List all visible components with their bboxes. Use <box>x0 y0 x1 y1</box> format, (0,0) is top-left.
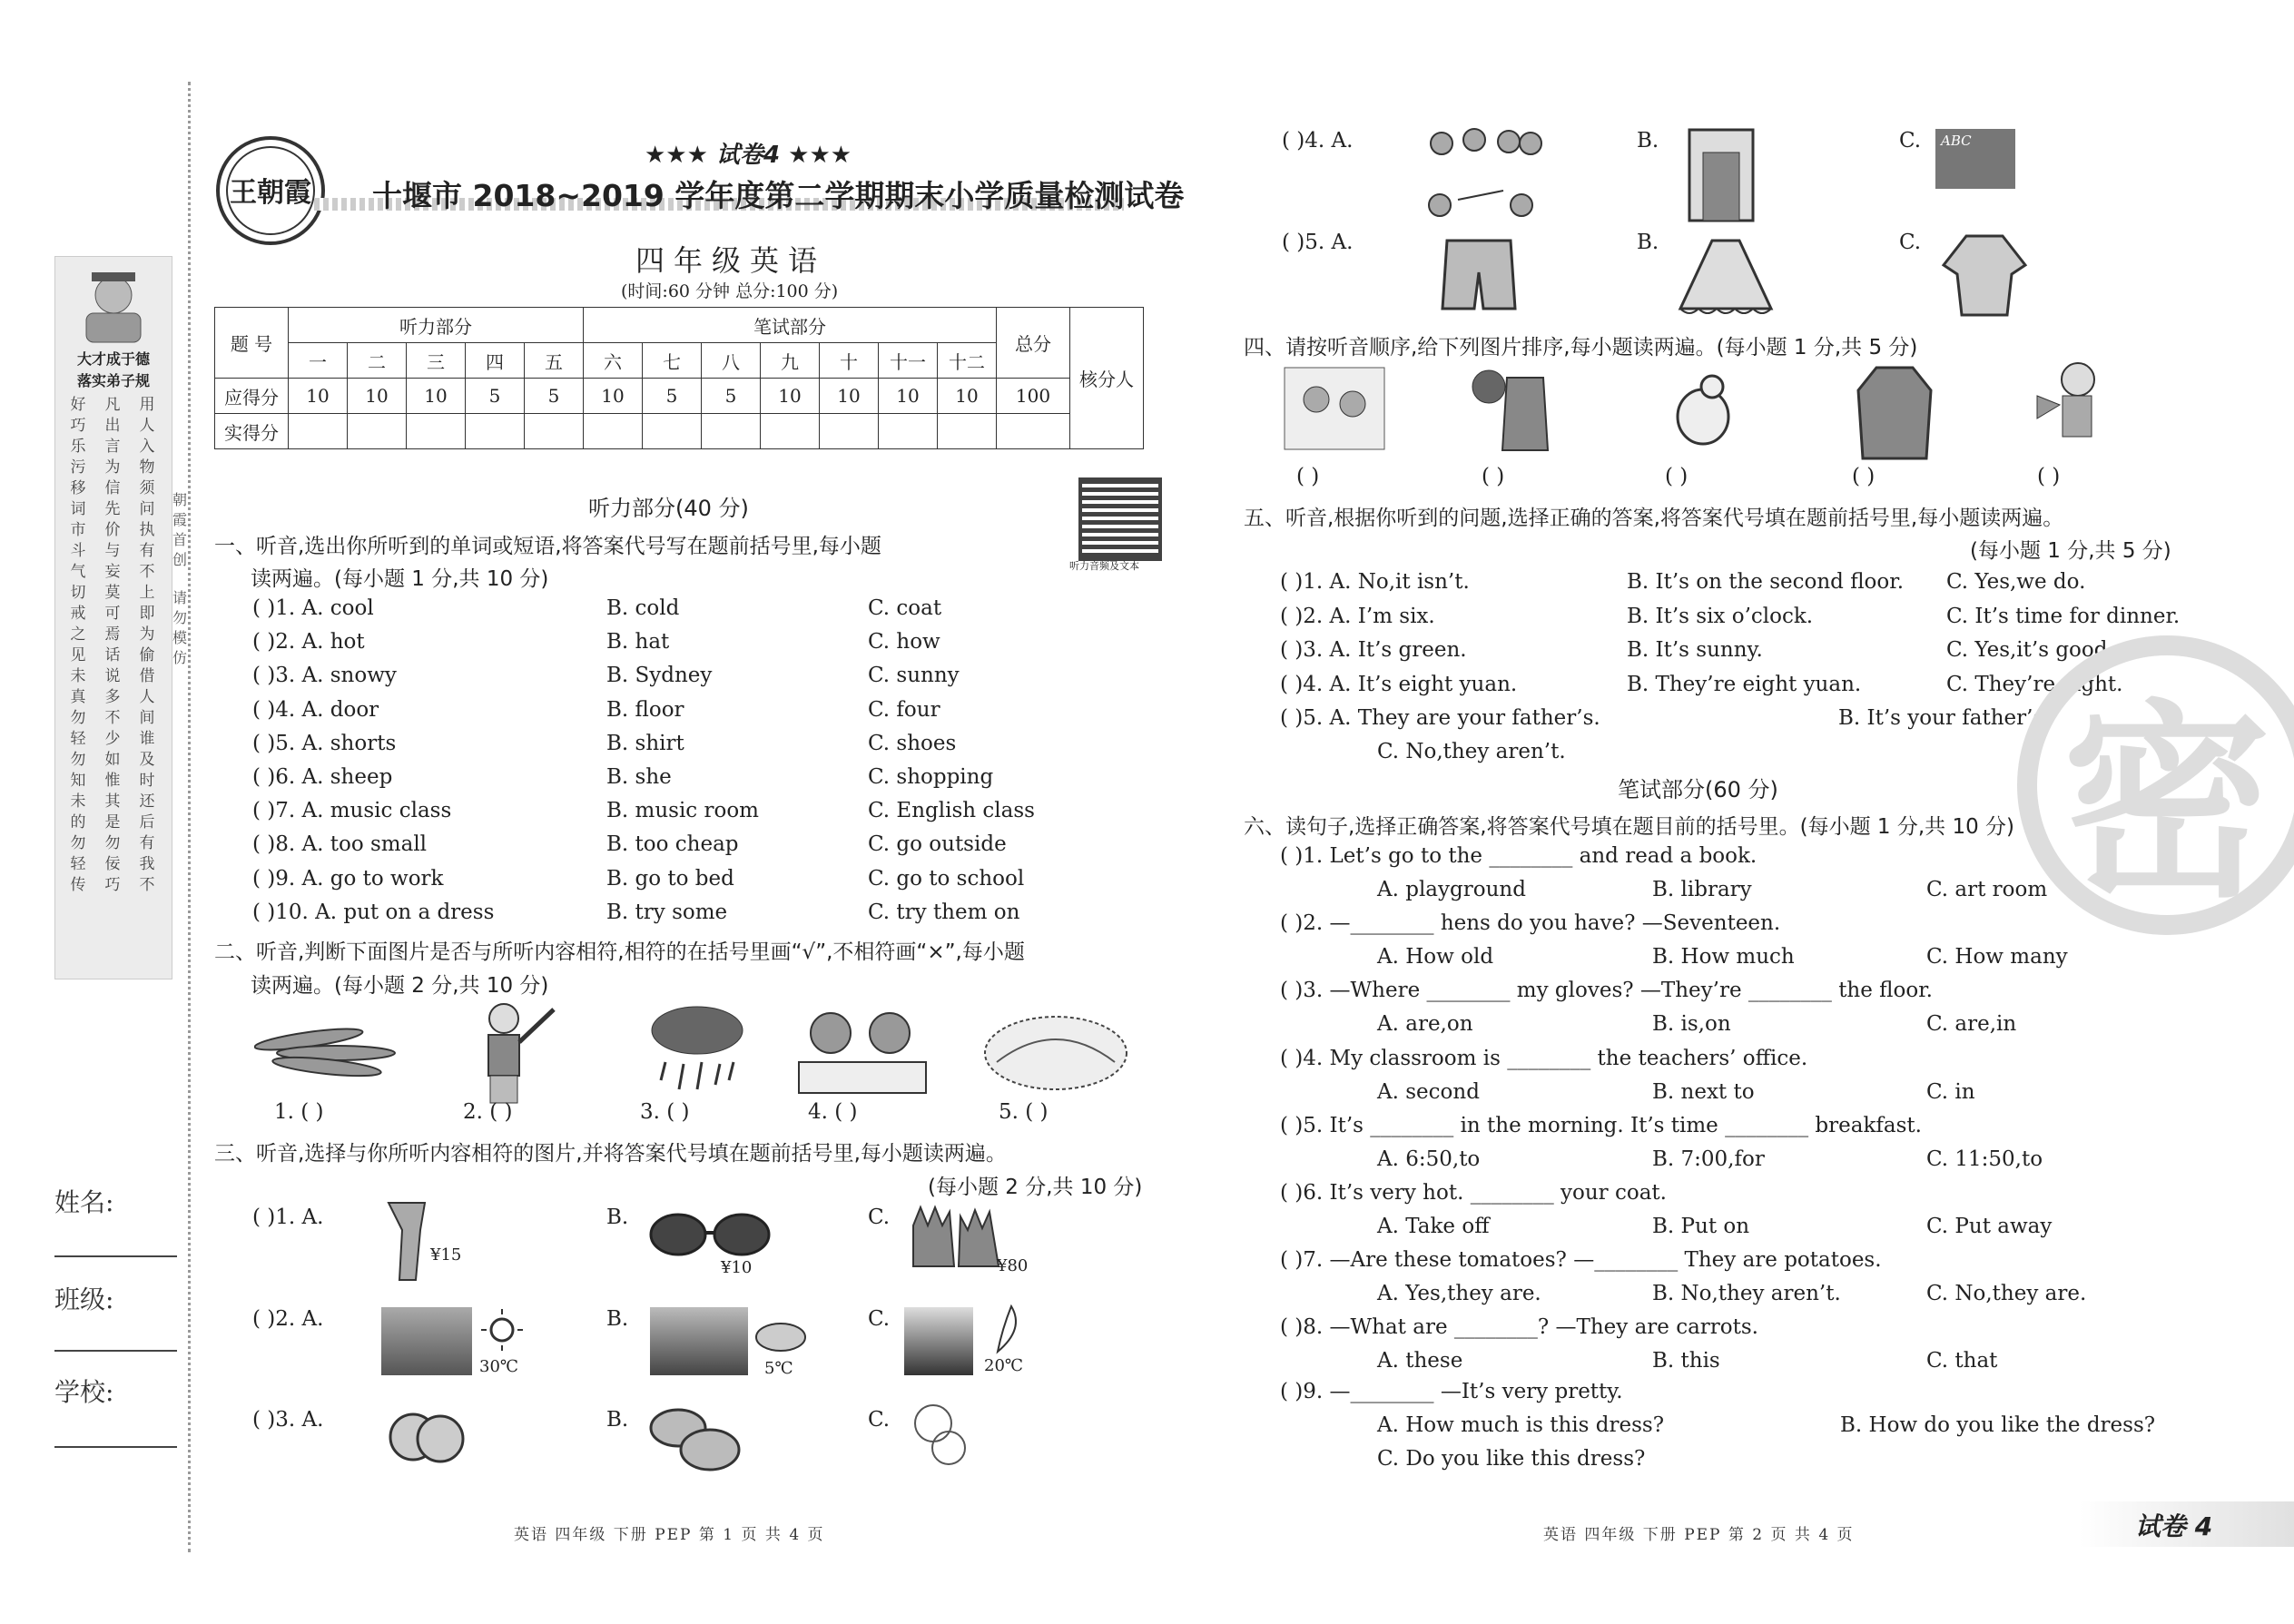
score-table <box>214 307 1144 449</box>
option-a[interactable]: A. How old <box>1377 945 1494 969</box>
row-label: 实得分 <box>215 414 289 449</box>
score-input[interactable] <box>584 414 643 449</box>
points-cell: 5 <box>702 379 761 414</box>
qr-caption: 听力音频及文本 <box>1069 560 1139 572</box>
option-b[interactable]: B. too cheap <box>606 832 739 857</box>
option-b[interactable]: B. library <box>1652 878 1752 901</box>
part3-q2[interactable]: ( )2. A. <box>252 1307 324 1331</box>
option-b[interactable]: B. No,they aren’t. <box>1652 1282 1841 1306</box>
option-a[interactable]: A. Yes,they are. <box>1377 1282 1541 1306</box>
shirt-picture <box>1939 229 2030 320</box>
option-b[interactable]: B. is,on <box>1652 1012 1731 1037</box>
score-input[interactable] <box>407 414 466 449</box>
points-cell: 10 <box>407 379 466 414</box>
row-label: 题 号 <box>215 308 289 379</box>
part5-question[interactable]: ( )4. A. It’s eight yuan. <box>1280 672 1518 696</box>
beans-picture <box>254 1012 409 1085</box>
part6-question[interactable]: ( )2. —________ hens do you have? —Seventeen. <box>1280 911 1781 936</box>
option-c[interactable]: C. art room <box>1926 878 2048 901</box>
cloud-icon <box>753 1314 808 1355</box>
part6-question[interactable]: ( )1. Let’s go to the ________ and read a book. <box>1280 844 1757 868</box>
option-b[interactable]: B. floor <box>606 697 684 722</box>
part1-question[interactable]: ( )2. A. hot <box>252 630 365 655</box>
points-cell: 5 <box>466 379 525 414</box>
school-input-line[interactable] <box>54 1446 177 1448</box>
column-header: 二 <box>348 343 407 379</box>
part1-question[interactable]: ( )7. A. music class <box>252 799 452 823</box>
part4-blank[interactable]: ( ) <box>2037 465 2061 488</box>
option-a[interactable]: A. playground <box>1377 878 1526 901</box>
points-cell: 10 <box>820 379 879 414</box>
time-info: (时间:60 分钟 总分:100 分) <box>621 281 839 301</box>
group-label: 笔试部分 <box>584 308 997 343</box>
option-c[interactable]: C. They’re eight. <box>1946 672 2123 696</box>
option-c[interactable]: C. Do you like this dress? <box>1377 1447 1646 1471</box>
onions-picture <box>908 1398 980 1471</box>
part5-instructions-2: (每小题 1 分,共 5 分) <box>1970 539 2171 563</box>
part1-question[interactable]: ( )5. A. shorts <box>252 731 397 755</box>
option-c[interactable]: C. How many <box>1926 945 2068 969</box>
board-text: ABC <box>1941 133 1972 149</box>
part3-q1[interactable]: ( )1. A. <box>252 1206 324 1229</box>
paper-number: ★★★ 试卷4 ★★★ <box>645 142 852 169</box>
points-cell: 5 <box>643 379 702 414</box>
points-cell: 10 <box>938 379 997 414</box>
part1-question[interactable]: ( )8. A. too small <box>252 832 428 857</box>
part6-question[interactable]: ( )4. My classroom is ________ the teachers’ office. <box>1280 1046 1808 1070</box>
part6-question[interactable]: ( )6. It’s very hot. ________ your coat. <box>1280 1181 1667 1205</box>
part6-q9[interactable]: ( )9. —________ —It’s very pretty. <box>1280 1380 1623 1403</box>
slogan-2: 落实弟子规 <box>76 372 150 389</box>
part4-blank[interactable]: ( ) <box>1665 465 1689 488</box>
option-a[interactable]: A. these <box>1377 1349 1463 1373</box>
option-c[interactable]: C. <box>1899 129 1922 153</box>
classroom-board-picture <box>1935 129 2015 189</box>
row-label: 应得分 <box>215 379 289 414</box>
hen-picture <box>1667 367 1739 458</box>
left-margin-strip <box>0 0 191 1624</box>
part5-question[interactable]: ( )1. A. No,it isn’t. <box>1280 570 1470 594</box>
option-a[interactable]: A. Take off <box>1377 1215 1490 1238</box>
part1-instructions-2: 读两遍。(每小题 1 分,共 10 分) <box>251 567 549 591</box>
option-b[interactable]: B. <box>1637 231 1659 254</box>
london-picture <box>650 1307 748 1375</box>
option-b[interactable]: B. cold <box>606 596 680 620</box>
option-b[interactable]: B. Sydney <box>606 664 713 688</box>
score-input[interactable] <box>348 414 407 449</box>
doorway-picture <box>1685 125 1757 225</box>
temperature-label: 20℃ <box>984 1356 1024 1375</box>
points-cell: 10 <box>348 379 407 414</box>
option-b[interactable]: B. <box>606 1307 629 1331</box>
option-c[interactable]: C. 11:50,to <box>1926 1147 2043 1171</box>
part1-question[interactable]: ( )3. A. snowy <box>252 664 397 688</box>
option-c[interactable]: C. It’s time for dinner. <box>1946 604 2181 628</box>
part5-q5[interactable]: ( )5. A. They are your father’s. <box>1280 706 1600 730</box>
rain-picture <box>643 999 752 1107</box>
dress-shopping-picture <box>1462 359 1552 459</box>
skirt-picture <box>1676 231 1776 322</box>
option-c[interactable]: C. are,in <box>1926 1012 2017 1037</box>
temperature-label: 5℃ <box>764 1359 793 1378</box>
part1-question[interactable]: ( )10. A. put on a dress <box>252 900 495 924</box>
shorts-picture <box>1438 231 1520 318</box>
exam-title: 十堰市 2018~2019 学年度第二学期期末小学质量检测试卷 <box>372 178 1185 213</box>
option-b[interactable]: B. this <box>1652 1349 1720 1373</box>
part2-blank[interactable]: 5. ( ) <box>999 1100 1049 1124</box>
part2-blank[interactable]: 2. ( ) <box>463 1100 513 1124</box>
column-header: 十 <box>820 343 879 379</box>
option-c[interactable]: C. shoes <box>868 731 957 755</box>
option-a[interactable]: A. 6:50,to <box>1377 1147 1481 1171</box>
part2-blank[interactable]: 4. ( ) <box>808 1100 858 1124</box>
group-label: 听力部分 <box>289 308 584 343</box>
kids-picture <box>1280 363 1389 454</box>
total-label: 总分 <box>997 308 1070 379</box>
points-cell: 10 <box>761 379 820 414</box>
part1-question[interactable]: ( )4. A. door <box>252 697 379 722</box>
option-c[interactable]: C. go to school <box>868 866 1025 891</box>
publisher-logo <box>207 127 334 254</box>
part2-blank[interactable]: 3. ( ) <box>640 1100 690 1124</box>
part4-blank[interactable]: ( ) <box>1482 465 1505 488</box>
option-b[interactable]: B. music room <box>606 799 759 823</box>
class-label: 班级: <box>54 1284 114 1314</box>
column-header: 四 <box>466 343 525 379</box>
column-header: 三 <box>407 343 466 379</box>
option-b[interactable]: B. hat <box>606 630 670 655</box>
slogan-1: 大才成于德 <box>76 350 150 368</box>
option-c[interactable]: C. go outside <box>868 832 1007 857</box>
part1-question[interactable]: ( )6. A. sheep <box>252 765 393 789</box>
option-b[interactable]: B. try some <box>606 900 728 924</box>
part4-instructions: 四、请按听音顺序,给下列图片排序,每小题读两遍。(每小题 1 分,共 5 分) <box>1244 336 1918 359</box>
tomatoes-picture <box>381 1403 472 1466</box>
points-cell: 5 <box>525 379 584 414</box>
column-header: 十二 <box>938 343 997 379</box>
option-c[interactable]: C. shopping <box>868 765 994 789</box>
score-input[interactable] <box>997 414 1070 449</box>
secret-stamp: 密 <box>2017 635 2294 935</box>
option-c[interactable]: C. Put away <box>1926 1215 2053 1238</box>
option-c[interactable]: C. <box>868 1408 891 1432</box>
option-b[interactable]: B. It’s sunny. <box>1627 638 1763 662</box>
option-b[interactable]: B. shirt <box>606 731 684 755</box>
part1-question[interactable]: ( )9. A. go to work <box>252 866 444 891</box>
score-input[interactable] <box>879 414 938 449</box>
column-header: 七 <box>643 343 702 379</box>
tree-picture <box>979 1008 1133 1098</box>
option-a[interactable]: A. second <box>1377 1079 1480 1104</box>
qr-code[interactable] <box>1078 477 1162 561</box>
corner-label: 试卷 4 <box>2135 1511 2213 1541</box>
side-notice: 朝 霞 首 创 请 勿 模 仿 <box>172 491 188 666</box>
part4-blank[interactable]: ( ) <box>1296 465 1320 488</box>
option-c[interactable]: C. sunny <box>868 664 960 688</box>
binding-line <box>188 82 191 1552</box>
option-b[interactable]: B. <box>606 1408 629 1432</box>
option-b[interactable]: B. next to <box>1652 1079 1755 1104</box>
option-c[interactable]: C. <box>868 1206 891 1229</box>
motto-column: 凡出言为信先价与妄莫可焉话说多不少如惟其是勿佞巧 <box>104 396 121 894</box>
part5-instructions: 五、听音,根据你听到的问题,选择正确的答案,将答案代号填在题前括号里,每小题读两遍。 <box>1244 507 2064 530</box>
class-input-line[interactable] <box>54 1350 177 1352</box>
option-b[interactable]: B. It’s your father’s. <box>1838 706 2051 730</box>
page-footer-left: 英语 四年级 下册 PEP 第 1 页 共 4 页 <box>514 1526 825 1544</box>
option-b[interactable]: B. How do you like the dress? <box>1840 1413 2156 1437</box>
option-b[interactable]: B. They’re eight yuan. <box>1627 672 1862 696</box>
motto-column: 用人入物须问执有不上即为偷借人间谁及时还后有我不 <box>139 396 155 894</box>
score-input[interactable] <box>702 414 761 449</box>
part1-instructions: 一、听音,选出你所听到的单词或短语,将答案代号写在题前括号里,每小题 <box>214 535 881 558</box>
children-reading-picture <box>790 1006 935 1097</box>
option-c[interactable]: C. try them on <box>868 900 1020 924</box>
part3-instructions-2: (每小题 2 分,共 10 分) <box>928 1176 1143 1199</box>
option-b[interactable]: B. go to bed <box>606 866 734 891</box>
points-cell: 10 <box>584 379 643 414</box>
name-input-line[interactable] <box>54 1255 177 1257</box>
part1-question[interactable]: ( )1. A. cool <box>252 596 374 620</box>
column-header: 六 <box>584 343 643 379</box>
motto-column: 好巧乐污移词市斗气切戒之见未真勿轻勿知未的勿轻传 <box>70 396 86 894</box>
option-b[interactable]: B. It’s on the second floor. <box>1627 570 1905 594</box>
column-header: 八 <box>702 343 761 379</box>
part2-instructions-2: 读两遍。(每小题 2 分,共 10 分) <box>251 974 549 998</box>
score-input[interactable] <box>938 414 997 449</box>
sunglasses-picture <box>646 1207 773 1271</box>
option-a[interactable]: A. are,on <box>1377 1012 1473 1037</box>
part6-question[interactable]: ( )7. —Are these tomatoes? —________ They are potatoes. <box>1280 1248 1882 1273</box>
man-fanning-picture <box>2028 359 2119 459</box>
points-cell: 10 <box>289 379 348 414</box>
sydney-picture <box>381 1307 472 1375</box>
name-label: 姓名: <box>54 1187 114 1217</box>
logo-text: 王朝霞 <box>230 177 311 209</box>
option-c[interactable]: C. how <box>868 630 940 655</box>
option-a[interactable]: A. How much is this dress? <box>1377 1413 1665 1437</box>
option-b[interactable]: B. <box>606 1206 629 1229</box>
part5-question[interactable]: ( )3. A. It’s green. <box>1280 638 1467 662</box>
points-cell: 10 <box>879 379 938 414</box>
boy-picture <box>463 999 563 1107</box>
option-c[interactable]: C. <box>1899 231 1922 254</box>
scarf-picture <box>379 1194 434 1284</box>
column-header: 十一 <box>879 343 938 379</box>
score-input[interactable] <box>761 414 820 449</box>
score-input[interactable] <box>525 414 584 449</box>
column-header: 五 <box>525 343 584 379</box>
option-c[interactable]: C. Yes,we do. <box>1946 570 2086 594</box>
option-c[interactable]: C. coat <box>868 596 942 620</box>
option-b[interactable]: B. 7:00,for <box>1652 1147 1765 1171</box>
school-label: 学校: <box>54 1377 114 1407</box>
column-header: 一 <box>289 343 348 379</box>
scholar-illustration <box>55 259 172 349</box>
sun-icon <box>479 1307 525 1353</box>
grade-subject: 四年级英语 <box>635 243 827 278</box>
score-input[interactable] <box>820 414 879 449</box>
part2-blank[interactable]: 1. ( ) <box>274 1100 324 1124</box>
option-c[interactable]: C. that <box>1926 1349 1998 1373</box>
part3-q4[interactable]: ( )4. A. <box>1282 129 1354 153</box>
option-c[interactable]: C. Yes,it’s good. <box>1946 638 2114 662</box>
total-points: 100 <box>997 379 1070 414</box>
part5-question[interactable]: ( )2. A. I’m six. <box>1280 604 1435 628</box>
potatoes-picture <box>646 1403 746 1475</box>
part2-instructions: 二、听音,判断下面图片是否与所听内容相符,相符的在括号里画“√”,不相符画“×”,每小题 <box>214 940 1025 964</box>
score-input[interactable] <box>466 414 525 449</box>
option-c[interactable]: C. <box>868 1307 891 1331</box>
option-c[interactable]: C. No,they are. <box>1926 1282 2087 1306</box>
part3-q3[interactable]: ( )3. A. <box>252 1408 324 1432</box>
city-picture <box>904 1307 973 1375</box>
option-b[interactable]: B. It’s six o’clock. <box>1627 604 1814 628</box>
part3-q5[interactable]: ( )5. A. <box>1282 231 1354 254</box>
price-label: ¥10 <box>721 1258 753 1277</box>
option-c[interactable]: C. four <box>868 697 940 722</box>
score-input[interactable] <box>289 414 348 449</box>
option-c[interactable]: C. in <box>1926 1079 1975 1104</box>
option-c[interactable]: C. No,they aren’t. <box>1377 740 1566 763</box>
part6-instructions: 六、读句子,选择正确答案,将答案代号填在题目前的括号里。(每小题 1 分,共 10 分) <box>1244 815 2015 839</box>
motto-panel <box>54 256 172 979</box>
checker-label: 核分人 <box>1070 308 1144 449</box>
option-b[interactable]: B. Put on <box>1652 1215 1750 1238</box>
score-input[interactable] <box>643 414 702 449</box>
option-b[interactable]: B. How much <box>1652 945 1795 969</box>
children-playing-picture <box>1422 127 1549 227</box>
page-footer-right: 英语 四年级 下册 PEP 第 2 页 共 4 页 <box>1543 1526 1855 1544</box>
part6-question[interactable]: ( )8. —What are ________? —They are carrots. <box>1280 1315 1758 1340</box>
listening-heading: 听力部分(40 分) <box>588 496 749 521</box>
part6-question[interactable]: ( )5. It’s ________ in the morning. It’s time ________ breakfast. <box>1280 1113 1922 1137</box>
column-header: 九 <box>761 343 820 379</box>
temperature-label: 30℃ <box>479 1357 519 1376</box>
coat-picture <box>1854 363 1935 463</box>
price-label: ¥15 <box>430 1245 462 1265</box>
wind-icon <box>984 1302 1029 1356</box>
option-b[interactable]: B. <box>1637 129 1659 153</box>
part4-blank[interactable]: ( ) <box>1852 465 1876 488</box>
price-label: ¥80 <box>997 1256 1029 1275</box>
option-b[interactable]: B. she <box>606 765 672 789</box>
option-c[interactable]: C. English class <box>868 799 1035 823</box>
part6-question[interactable]: ( )3. —Where ________ my gloves? —They’re ________ the floor. <box>1280 979 1933 1003</box>
part3-instructions: 三、听音,选择与你所听内容相符的图片,并将答案代号填在题前括号里,每小题读两遍。 <box>214 1142 1007 1166</box>
writing-heading: 笔试部分(60 分) <box>1618 777 1778 802</box>
